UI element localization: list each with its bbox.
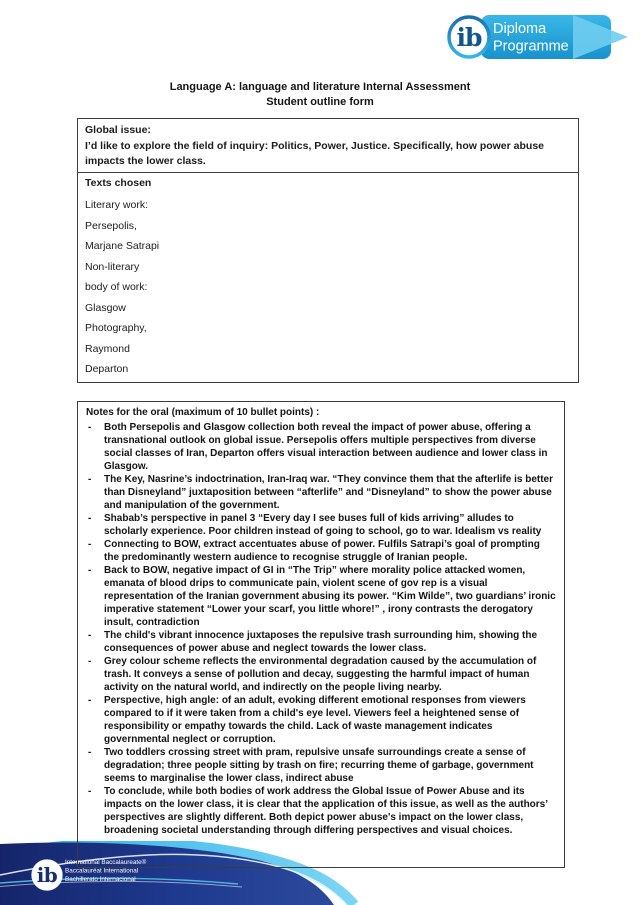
global-issue-label: Global issue: [85, 124, 151, 136]
note-bullet: - To conclude, while both bodies of work address the Global Issue of Power Abuse and its impacts on the lower class, it is clear that the application of this issue, as well as the authors’ perspectives are slightly different. Both depict power abuse's impact on the lower class, broadening societal understanding through differing perspectives and visual choices. [86, 785, 556, 837]
footer-line3: Bachillerato Internacional [65, 876, 136, 883]
notes-heading: Notes for the oral (maximum of 10 bullet points) : [86, 407, 320, 418]
outline-table [77, 118, 579, 383]
title-line2: Student outline form [266, 95, 374, 108]
global-issue-cell [78, 119, 578, 173]
texts-chosen-cell [78, 173, 578, 375]
texts-chosen-line: Non-literary [85, 260, 140, 273]
page-title [0, 80, 640, 109]
notes-bullet-list [86, 421, 556, 837]
ib-monogram: ib [456, 23, 482, 52]
logo-line1: Diploma [493, 21, 547, 37]
note-bullet: - Two toddlers crossing street with pram, repulsive unsafe surroundings create a sense of degradation; three people sitting by trash on fire; recurring theme of garbage, government seems to marginalise the lower class, indirect abuse [86, 746, 556, 785]
texts-chosen-line: Photography, [85, 322, 147, 334]
ib-diploma-programme-logo [447, 13, 629, 61]
note-bullet: - Both Persepolis and Glasgow collection both reveal the impact of power abuse, offering a transnational outlook on global issue. Persepolis offers multiple perspectives from diverse social classes of Iran, Departon offers visual interaction between audience and lower class in Glasgow. [86, 421, 556, 473]
note-bullet: - Back to BOW, negative impact of GI in “The Trip” where morality police attacked women, emanata of blood drips to communicate pain, violent scene of gov rep is a visual representation of the Iranian government abusing its power. “Kim Wilde”, two guardians’ ironic imperative statement “Lower your scarf, you little whore!” , irony contrasts the derogatory insult, contradiction [86, 564, 556, 629]
texts-chosen-line: body of work: [85, 281, 148, 293]
note-bullet: - Connecting to BOW, extract accentuates abuse of power. Fulfils Satrapi’s goal of prompting the predominantly western audience to recognise struggle of Iranian people. [86, 538, 556, 564]
notes-table [77, 401, 565, 868]
title-line1: Language A: language and literature Internal Assessment [169, 81, 471, 93]
texts-chosen-line: Raymond [85, 342, 130, 355]
note-bullet: - The child's vibrant innocence juxtaposes the repulsive trash surrounding him, showing the consequences of power abuse and neglect towards the lower class. [86, 629, 556, 655]
footer-line1: International Baccalaureate® [65, 859, 147, 866]
note-bullet: - Perspective, high angle: of an adult, evoking different emotional responses from viewers compared to if it were taken from a child's eye level. Viewers feel a heightened sense of responsibility or empathy towards the child. Lack of waste management indicates governmental neglect or corruption. [86, 694, 556, 746]
texts-chosen-line: Persepolis, [85, 219, 137, 232]
texts-chosen-line: Marjane Satrapi [85, 240, 160, 252]
texts-chosen-label: Texts chosen [85, 177, 152, 189]
note-bullet: - The Key, Nasrine’s indoctrination, Iran-Iraq war. “They convince them that the afterlife is better than Disneyland” juxtaposition between “afterlife” and “Disneyland” to show the power abuse and manipulation of the government. [86, 473, 556, 512]
logo-line2: Programme [493, 38, 569, 55]
ib-monogram: ib [36, 863, 58, 887]
note-bullet: - Shabab’s perspective in panel 3 “Every day I see buses full of kids arriving” alludes to scholarly experience. Poor children instead of going to school, go to war. Idealism vs reality [86, 512, 556, 538]
note-bullet: - Grey colour scheme reflects the environmental degradation caused by the accumulation of trash. It conveys a sense of pollution and decay, suggesting the harmful impact of human activity on the natural world, and indirectly on the people living nearby. [86, 655, 556, 694]
texts-chosen-line: Glasgow [85, 301, 126, 314]
texts-chosen-line: Literary work: [85, 199, 149, 211]
texts-chosen-line: Departon [85, 363, 129, 375]
footer-line2: Baccalauréat International [65, 867, 139, 875]
global-issue-text: I’d like to explore the field of inquiry: Politics, Power, Justice. Specifically, how power abuse impacts the lower class. [85, 139, 545, 167]
